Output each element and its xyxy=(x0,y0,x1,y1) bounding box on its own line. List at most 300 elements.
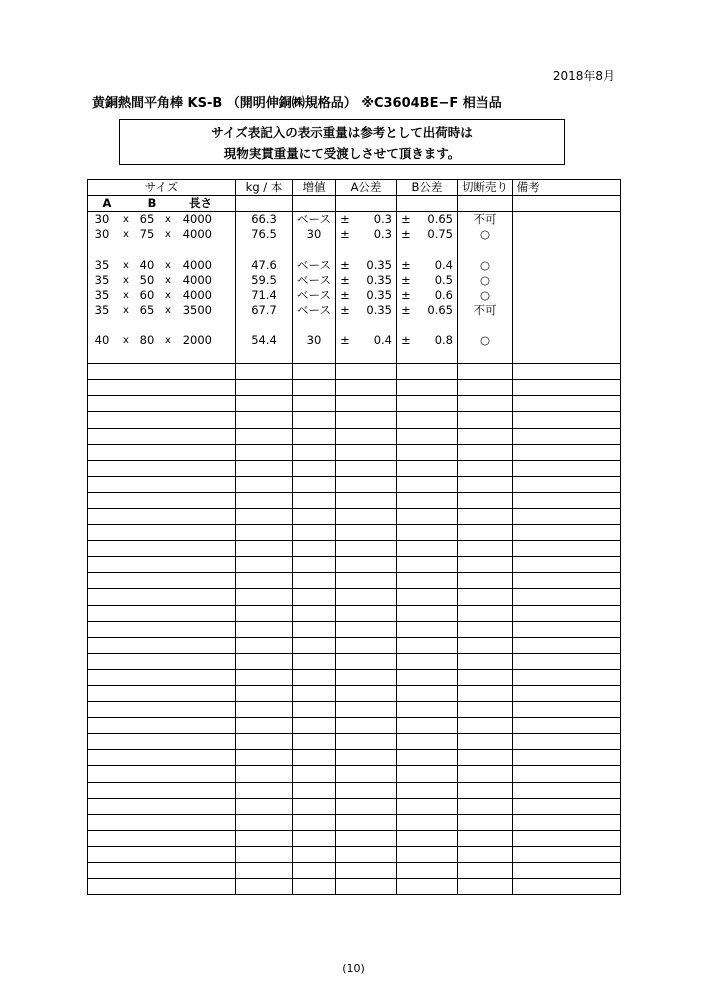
empty-cell xyxy=(513,782,621,798)
empty-cell xyxy=(513,460,621,476)
empty-row xyxy=(88,348,621,364)
size-cell xyxy=(88,303,236,318)
empty-cell xyxy=(236,396,293,412)
cut-sale-cell xyxy=(458,212,513,228)
cut-sale-value: ○ xyxy=(479,287,491,302)
increase-cell xyxy=(293,288,336,303)
empty-cell xyxy=(293,621,336,637)
plus-minus: ± xyxy=(340,332,350,347)
empty-row xyxy=(88,557,621,573)
empty-cell xyxy=(397,863,458,879)
empty-cell xyxy=(293,492,336,508)
empty-row xyxy=(88,364,621,380)
empty-row xyxy=(88,380,621,396)
a-tolerance-cell xyxy=(336,257,397,272)
a-tolerance-cell xyxy=(336,273,397,288)
dim-length: 4000 xyxy=(182,257,212,272)
empty-cell xyxy=(236,380,293,396)
empty-cell xyxy=(513,525,621,541)
page-number: (10) xyxy=(342,962,365,975)
empty-cell xyxy=(397,879,458,895)
plus-minus: ± xyxy=(340,287,350,302)
empty-cell xyxy=(293,766,336,782)
b-tolerance-value: 0.75 xyxy=(427,227,453,242)
dim-length: 4000 xyxy=(182,227,212,242)
dim-separator: x xyxy=(165,334,171,346)
empty-row xyxy=(88,863,621,879)
empty-cell xyxy=(513,557,621,573)
empty-cell xyxy=(397,589,458,605)
empty-cell xyxy=(513,412,621,428)
empty-cell xyxy=(336,557,397,573)
empty-row xyxy=(88,669,621,685)
dim-b: 65 xyxy=(139,212,155,227)
empty-cell xyxy=(513,734,621,750)
size-cell xyxy=(88,212,236,228)
issue-date: 2018年8月 xyxy=(552,69,615,83)
empty-cell xyxy=(336,782,397,798)
empty-cell xyxy=(293,412,336,428)
empty-cell xyxy=(236,621,293,637)
empty-cell xyxy=(458,573,513,589)
empty-cell xyxy=(293,669,336,685)
blank-row xyxy=(88,242,621,257)
empty-cell xyxy=(336,734,397,750)
empty-cell xyxy=(513,750,621,766)
empty-cell xyxy=(88,541,236,557)
empty-cell xyxy=(336,444,397,460)
empty-cell xyxy=(336,718,397,734)
size-cell xyxy=(88,257,236,272)
b-tolerance-cell xyxy=(397,227,458,242)
empty-cell xyxy=(397,412,458,428)
empty-cell xyxy=(458,541,513,557)
empty-cell xyxy=(88,669,236,685)
empty-cell xyxy=(293,718,336,734)
empty-cell xyxy=(458,621,513,637)
empty-cell xyxy=(336,380,397,396)
empty-cell xyxy=(88,686,236,702)
empty-cell xyxy=(236,412,293,428)
a-tolerance-value: 0.35 xyxy=(366,287,392,302)
dim-separator: x xyxy=(123,289,129,301)
empty-cell xyxy=(397,318,458,333)
increase-value: ベース xyxy=(297,257,331,272)
empty-cell xyxy=(513,348,621,364)
empty-cell xyxy=(513,380,621,396)
empty-cell xyxy=(88,766,236,782)
empty-cell xyxy=(397,508,458,524)
empty-cell xyxy=(336,879,397,895)
empty-cell xyxy=(397,242,458,257)
a-tolerance-cell xyxy=(336,212,397,228)
empty-row xyxy=(88,846,621,862)
a-tolerance-cell xyxy=(336,288,397,303)
empty-cell xyxy=(458,669,513,685)
empty-cell xyxy=(236,573,293,589)
empty-cell xyxy=(397,492,458,508)
subheader-a: A xyxy=(102,196,112,211)
empty-row xyxy=(88,508,621,524)
empty-cell xyxy=(88,830,236,846)
plus-minus: ± xyxy=(401,212,411,227)
empty-cell xyxy=(336,621,397,637)
dim-length: 2000 xyxy=(182,332,212,347)
table-row xyxy=(88,227,621,242)
b-tolerance-cell xyxy=(397,273,458,288)
weight-cell xyxy=(236,288,293,303)
a-tolerance-cell xyxy=(336,333,397,348)
empty-cell xyxy=(397,830,458,846)
weight-cell xyxy=(236,303,293,318)
a-tolerance-value: 0.4 xyxy=(373,332,392,347)
empty-cell xyxy=(397,621,458,637)
note-cell xyxy=(513,288,621,303)
a-tolerance-cell xyxy=(336,227,397,242)
increase-value: ベース xyxy=(297,302,331,317)
note-cell xyxy=(513,227,621,242)
cut-sale-value: ○ xyxy=(479,332,491,347)
empty-cell xyxy=(458,476,513,492)
dim-a: 35 xyxy=(94,302,110,317)
empty-cell xyxy=(236,879,293,895)
empty-cell xyxy=(236,718,293,734)
empty-cell xyxy=(236,814,293,830)
empty-cell xyxy=(458,718,513,734)
empty-row xyxy=(88,782,621,798)
empty-cell xyxy=(88,702,236,718)
subheader-size xyxy=(88,196,236,212)
empty-cell xyxy=(236,557,293,573)
empty-cell xyxy=(236,846,293,862)
empty-cell xyxy=(236,428,293,444)
empty-cell xyxy=(293,242,336,257)
empty-cell xyxy=(336,686,397,702)
note-cell xyxy=(513,212,621,228)
empty-cell xyxy=(513,444,621,460)
empty-cell xyxy=(293,782,336,798)
dim-separator: x xyxy=(123,259,129,271)
empty-cell xyxy=(397,846,458,862)
cut-sale-cell xyxy=(458,333,513,348)
table-row xyxy=(88,288,621,303)
empty-cell xyxy=(336,508,397,524)
empty-cell xyxy=(513,605,621,621)
weight-cell xyxy=(236,227,293,242)
b-tolerance-value: 0.4 xyxy=(434,257,453,272)
empty-cell xyxy=(293,444,336,460)
table-row xyxy=(88,273,621,288)
empty-cell xyxy=(336,669,397,685)
empty-row xyxy=(88,621,621,637)
empty-cell xyxy=(458,782,513,798)
empty-cell xyxy=(236,669,293,685)
empty-cell xyxy=(513,766,621,782)
empty-cell xyxy=(88,621,236,637)
weight-value: 54.4 xyxy=(251,332,277,347)
empty-cell xyxy=(397,380,458,396)
empty-cell xyxy=(293,318,336,333)
empty-cell xyxy=(236,766,293,782)
empty-cell xyxy=(236,525,293,541)
empty-cell xyxy=(336,492,397,508)
weight-value: 47.6 xyxy=(251,257,277,272)
empty-cell xyxy=(293,573,336,589)
b-tolerance-cell xyxy=(397,333,458,348)
empty-cell xyxy=(88,573,236,589)
empty-cell xyxy=(513,428,621,444)
b-tolerance-cell xyxy=(397,212,458,228)
a-tolerance-value: 0.3 xyxy=(373,212,392,227)
dim-b: 60 xyxy=(139,287,155,302)
empty-cell xyxy=(336,541,397,557)
empty-cell xyxy=(458,879,513,895)
empty-cell xyxy=(513,621,621,637)
empty-row xyxy=(88,541,621,557)
empty-cell xyxy=(513,589,621,605)
size-cell xyxy=(88,227,236,242)
empty-cell xyxy=(293,476,336,492)
dim-separator: x xyxy=(123,214,129,226)
empty-cell xyxy=(397,734,458,750)
dim-b: 50 xyxy=(139,272,155,287)
empty-cell xyxy=(458,348,513,364)
empty-cell xyxy=(88,525,236,541)
empty-cell xyxy=(293,750,336,766)
plus-minus: ± xyxy=(401,332,411,347)
table-row xyxy=(88,303,621,318)
dim-a: 30 xyxy=(94,227,110,242)
empty-cell xyxy=(293,653,336,669)
subheader-length: 長さ xyxy=(189,196,212,211)
empty-row xyxy=(88,830,621,846)
plus-minus: ± xyxy=(340,272,350,287)
dim-separator: x xyxy=(165,214,171,226)
empty-cell xyxy=(88,879,236,895)
empty-cell xyxy=(397,573,458,589)
a-tolerance-value: 0.35 xyxy=(366,272,392,287)
cut-sale-value: 不可 xyxy=(473,302,497,317)
increase-value: 30 xyxy=(306,332,322,347)
dim-separator: x xyxy=(123,274,129,286)
empty-cell xyxy=(88,589,236,605)
increase-cell xyxy=(293,212,336,228)
a-tolerance-value: 0.3 xyxy=(373,227,392,242)
empty-cell xyxy=(336,396,397,412)
cut-sale-cell xyxy=(458,273,513,288)
empty-cell xyxy=(336,605,397,621)
empty-row xyxy=(88,412,621,428)
notice-line-1: サイズ表記入の表示重量は参考として出荷時は xyxy=(211,125,473,140)
empty-row xyxy=(88,428,621,444)
empty-cell xyxy=(336,525,397,541)
empty-cell xyxy=(336,653,397,669)
notice-line-2: 現物実貫重量にて受渡しさせて頂きます。 xyxy=(223,146,461,161)
header-a-tolerance: A公差 xyxy=(336,180,397,196)
blank-row xyxy=(88,318,621,333)
empty-cell xyxy=(236,750,293,766)
empty-cell xyxy=(88,798,236,814)
empty-cell xyxy=(236,242,293,257)
cut-sale-value: ○ xyxy=(479,257,491,272)
empty-cell xyxy=(88,476,236,492)
empty-cell xyxy=(88,460,236,476)
weight-value: 66.3 xyxy=(251,212,277,227)
empty-cell xyxy=(513,242,621,257)
dim-length: 4000 xyxy=(182,272,212,287)
empty-cell xyxy=(88,364,236,380)
increase-cell xyxy=(293,227,336,242)
empty-cell xyxy=(458,460,513,476)
empty-cell xyxy=(236,492,293,508)
empty-cell xyxy=(293,380,336,396)
empty-cell xyxy=(458,605,513,621)
increase-cell xyxy=(293,257,336,272)
empty-row xyxy=(88,879,621,895)
empty-cell xyxy=(293,846,336,862)
b-tolerance-cell xyxy=(397,257,458,272)
empty-cell xyxy=(458,589,513,605)
dim-a: 35 xyxy=(94,257,110,272)
plus-minus: ± xyxy=(340,302,350,317)
dim-separator: x xyxy=(165,259,171,271)
empty-cell xyxy=(458,830,513,846)
increase-value: ベース xyxy=(297,272,331,287)
empty-cell xyxy=(236,318,293,333)
empty-cell xyxy=(336,573,397,589)
dim-length: 3500 xyxy=(182,302,212,317)
empty-cell xyxy=(397,525,458,541)
header-weight: kg / 本 xyxy=(236,180,293,196)
empty-cell xyxy=(293,396,336,412)
empty-cell xyxy=(513,653,621,669)
b-tolerance-cell xyxy=(397,303,458,318)
empty-row xyxy=(88,637,621,653)
empty-cell xyxy=(236,444,293,460)
empty-cell xyxy=(293,734,336,750)
empty-cell xyxy=(397,750,458,766)
cut-sale-cell xyxy=(458,288,513,303)
empty-cell xyxy=(336,814,397,830)
empty-cell xyxy=(88,444,236,460)
empty-cell xyxy=(336,863,397,879)
dim-a: 35 xyxy=(94,287,110,302)
empty-cell xyxy=(458,814,513,830)
subheader-b: B xyxy=(147,196,157,211)
empty-cell xyxy=(293,348,336,364)
empty-cell xyxy=(513,702,621,718)
empty-cell xyxy=(88,653,236,669)
empty-cell xyxy=(513,318,621,333)
weight-cell xyxy=(236,333,293,348)
empty-cell xyxy=(336,702,397,718)
empty-cell xyxy=(397,396,458,412)
empty-cell xyxy=(88,846,236,862)
empty-cell xyxy=(458,653,513,669)
empty-cell xyxy=(458,380,513,396)
dim-a: 30 xyxy=(94,212,110,227)
empty-cell xyxy=(88,492,236,508)
empty-cell xyxy=(336,460,397,476)
empty-cell xyxy=(397,364,458,380)
empty-cell xyxy=(236,605,293,621)
empty-row xyxy=(88,444,621,460)
note-cell xyxy=(513,303,621,318)
empty-cell xyxy=(513,637,621,653)
empty-row xyxy=(88,718,621,734)
empty-cell xyxy=(397,637,458,653)
empty-cell xyxy=(458,318,513,333)
b-tolerance-value: 0.6 xyxy=(434,287,453,302)
empty-cell xyxy=(458,492,513,508)
empty-cell xyxy=(88,782,236,798)
empty-cell xyxy=(88,637,236,653)
empty-row xyxy=(88,766,621,782)
dim-length: 4000 xyxy=(182,212,212,227)
size-cell xyxy=(88,288,236,303)
empty-cell xyxy=(88,428,236,444)
empty-cell xyxy=(458,242,513,257)
empty-cell xyxy=(397,653,458,669)
weight-value: 67.7 xyxy=(251,302,277,317)
b-tolerance-cell xyxy=(397,288,458,303)
empty-cell xyxy=(458,525,513,541)
empty-cell xyxy=(236,460,293,476)
empty-cell xyxy=(513,846,621,862)
empty-cell xyxy=(513,508,621,524)
empty-cell xyxy=(336,242,397,257)
empty-cell xyxy=(397,444,458,460)
empty-cell xyxy=(336,750,397,766)
dim-separator: x xyxy=(123,229,129,241)
increase-cell xyxy=(293,303,336,318)
empty-cell xyxy=(236,364,293,380)
b-tolerance-value: 0.5 xyxy=(434,272,453,287)
dim-a: 35 xyxy=(94,272,110,287)
dim-separator: x xyxy=(123,304,129,316)
empty-cell xyxy=(336,364,397,380)
empty-row xyxy=(88,492,621,508)
empty-row xyxy=(88,460,621,476)
empty-cell xyxy=(88,734,236,750)
empty-row xyxy=(88,686,621,702)
empty-cell xyxy=(513,669,621,685)
empty-cell xyxy=(513,476,621,492)
empty-cell xyxy=(236,589,293,605)
weight-value: 59.5 xyxy=(251,272,277,287)
size-cell xyxy=(88,333,236,348)
empty-cell xyxy=(397,605,458,621)
header-note xyxy=(513,180,621,196)
dim-separator: x xyxy=(165,274,171,286)
empty-cell xyxy=(236,653,293,669)
empty-cell xyxy=(293,686,336,702)
empty-row xyxy=(88,750,621,766)
empty-cell xyxy=(397,669,458,685)
document-title: 黄銅熱間平角棒 KS-B （開明伸銅㈱規格品） ※C3604BE−F 相当品 xyxy=(92,96,502,111)
empty-cell xyxy=(397,814,458,830)
empty-cell xyxy=(458,428,513,444)
empty-cell xyxy=(236,637,293,653)
empty-cell xyxy=(293,798,336,814)
empty-cell xyxy=(88,718,236,734)
empty-cell xyxy=(88,412,236,428)
empty-cell xyxy=(88,348,236,364)
empty-cell xyxy=(88,557,236,573)
empty-cell xyxy=(513,573,621,589)
empty-row xyxy=(88,814,621,830)
empty-cell xyxy=(397,541,458,557)
